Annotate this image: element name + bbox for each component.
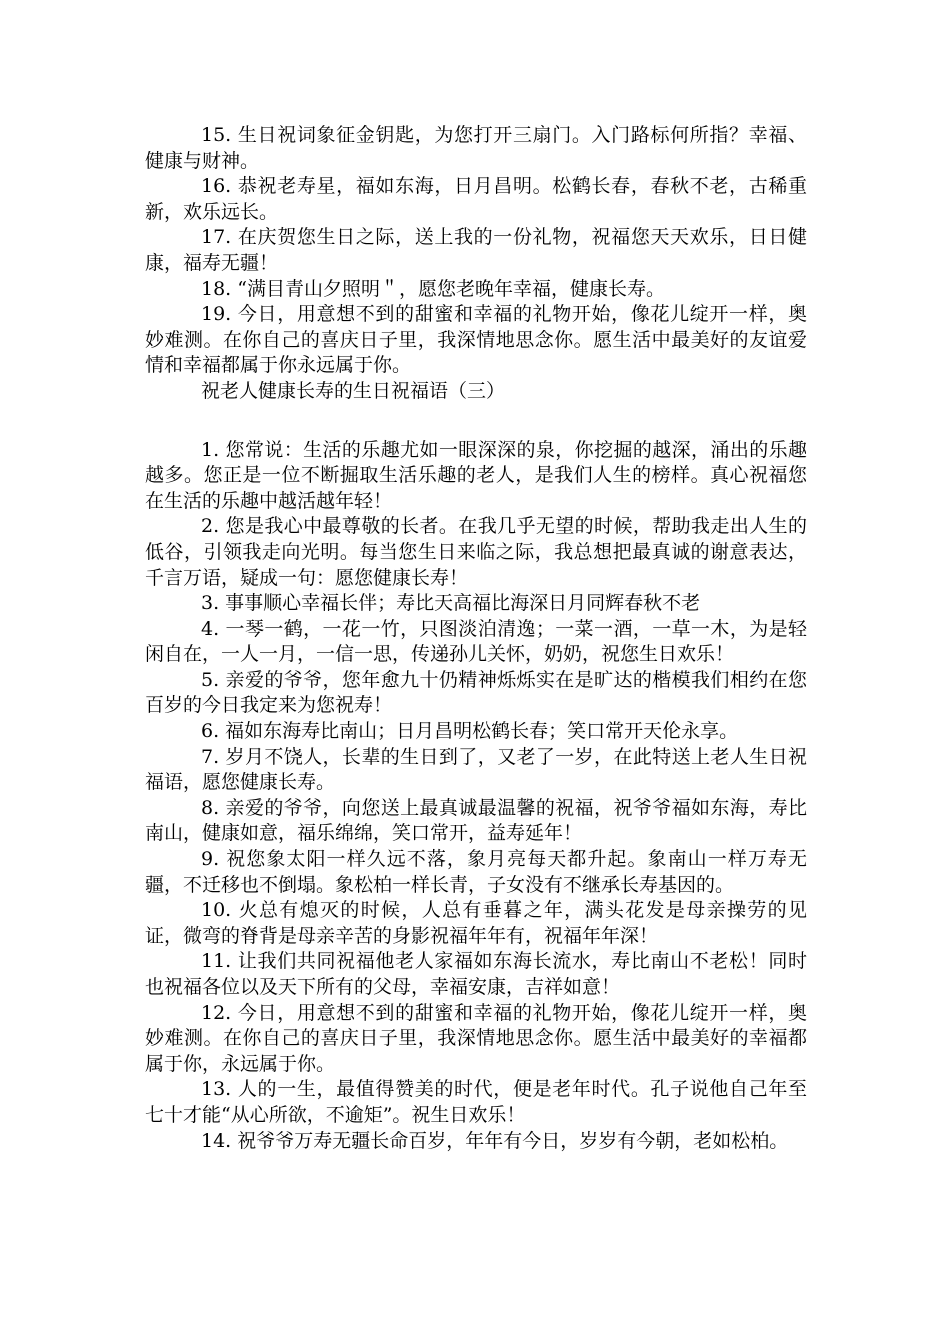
paragraph-19: 19. 今日，用意想不到的甜蜜和幸福的礼物开始，像花儿绽开一样，奥妙难测。在你自己的喜庆日子里，我深情地思念你。愿生活中最美好的友谊爱情和幸福都属于你永远属于你。 <box>145 303 807 377</box>
section-gap <box>145 405 807 438</box>
paragraph-1: 1. 您常说：生活的乐趣尤如一眼深深的泉，你挖掘的越深，涌出的乐趣越多。您正是一位不断掘取生活乐趣的老人，是我们人生的榜样。真心祝福您在生活的乐趣中越活越年轻！ <box>145 438 807 512</box>
paragraph-6: 6. 福如东海寿比南山；日月昌明松鹤长春；笑口常开天伦永享。 <box>201 720 739 743</box>
paragraph-12: 12. 今日，用意想不到的甜蜜和幸福的礼物开始，像花儿绽开一样，奥妙难测。在你自己的喜庆日子里，我深情地思念你。愿生活中最美好的幸福都属于你，永远属于你。 <box>145 1001 807 1075</box>
paragraph-8: 8. 亲爱的爷爷，向您送上最真诚最温馨的祝福，祝爷爷福如东海，寿比南山，健康如意，福乐绵绵，笑口常开，益寿延年！ <box>145 796 807 845</box>
paragraph-17: 17. 在庆贺您生日之际，送上我的一份礼物，祝福您天天欢乐，日日健康，福寿无疆！ <box>145 226 807 274</box>
paragraph-7: 7. 岁月不饶人，长辈的生日到了，又老了一岁，在此特送上老人生日祝福语，愿您健康长寿。 <box>145 745 807 794</box>
document-page <box>145 123 807 1154</box>
paragraph-5: 5. 亲爱的爷爷，您年愈九十仍精神烁烁实在是旷达的楷模我们相约在您百岁的今日我定来为您祝寿！ <box>145 668 807 717</box>
paragraph-10: 10. 火总有熄灭的时候，人总有垂暮之年，满头花发是母亲操劳的见证，微弯的脊背是母亲辛苦的身影祝福年年有，祝福年年深！ <box>145 899 807 947</box>
paragraph-2: 2. 您是我心中最尊敬的长者。在我几乎无望的时候，帮助我走出人生的低谷，引领我走向光明。每当您生日来临之际，我总想把最真诚的谢意表达，千言万语，疑成一句：愿您健康长寿！ <box>145 515 807 589</box>
paragraph-13: 13. 人的一生，最值得赞美的时代，便是老年时代。孔子说他自己年至七十才能“从心所欲，不逾矩”。祝生日欢乐！ <box>145 1078 807 1126</box>
paragraph-14: 14. 祝爷爷万寿无疆长命百岁，年年有今日，岁岁有今朝，老如松柏。 <box>201 1129 789 1152</box>
paragraph-3: 3. 事事顺心幸福长伴；寿比天高福比海深日月同辉春秋不老 <box>201 592 701 615</box>
paragraph-11: 11. 让我们共同祝福他老人家福如东海长流水，寿比南山不老松！同时也祝福各位以及天下所有的父母，幸福安康，吉祥如意！ <box>145 950 807 998</box>
paragraph-4: 4. 一琴一鹤，一花一竹，只图淡泊清逸；一菜一酒，一草一木，为是轻闲自在，一人一月，一信一思，传递孙儿关怀，奶奶，祝您生日欢乐！ <box>145 617 807 666</box>
paragraph-16: 16. 恭祝老寿星，福如东海，日月昌明。松鹤长春，春秋不老，古稀重新，欢乐远长。 <box>145 175 807 223</box>
paragraph-15: 15. 生日祝词象征金钥匙，为您打开三扇门。入门路标何所指？幸福、健康与财神。 <box>145 124 807 172</box>
paragraph-18: 18. “满目青山夕照明＂，愿您老晚年幸福，健康长寿。 <box>201 277 665 300</box>
paragraph-9: 9. 祝您象太阳一样久远不落，象月亮每天都升起。象南山一样万寿无疆，不迁移也不倒塌。象松柏一样长青，子女没有不继承长寿基因的。 <box>145 848 807 896</box>
section-heading: 祝老人健康长寿的生日祝福语（三） <box>201 379 506 402</box>
